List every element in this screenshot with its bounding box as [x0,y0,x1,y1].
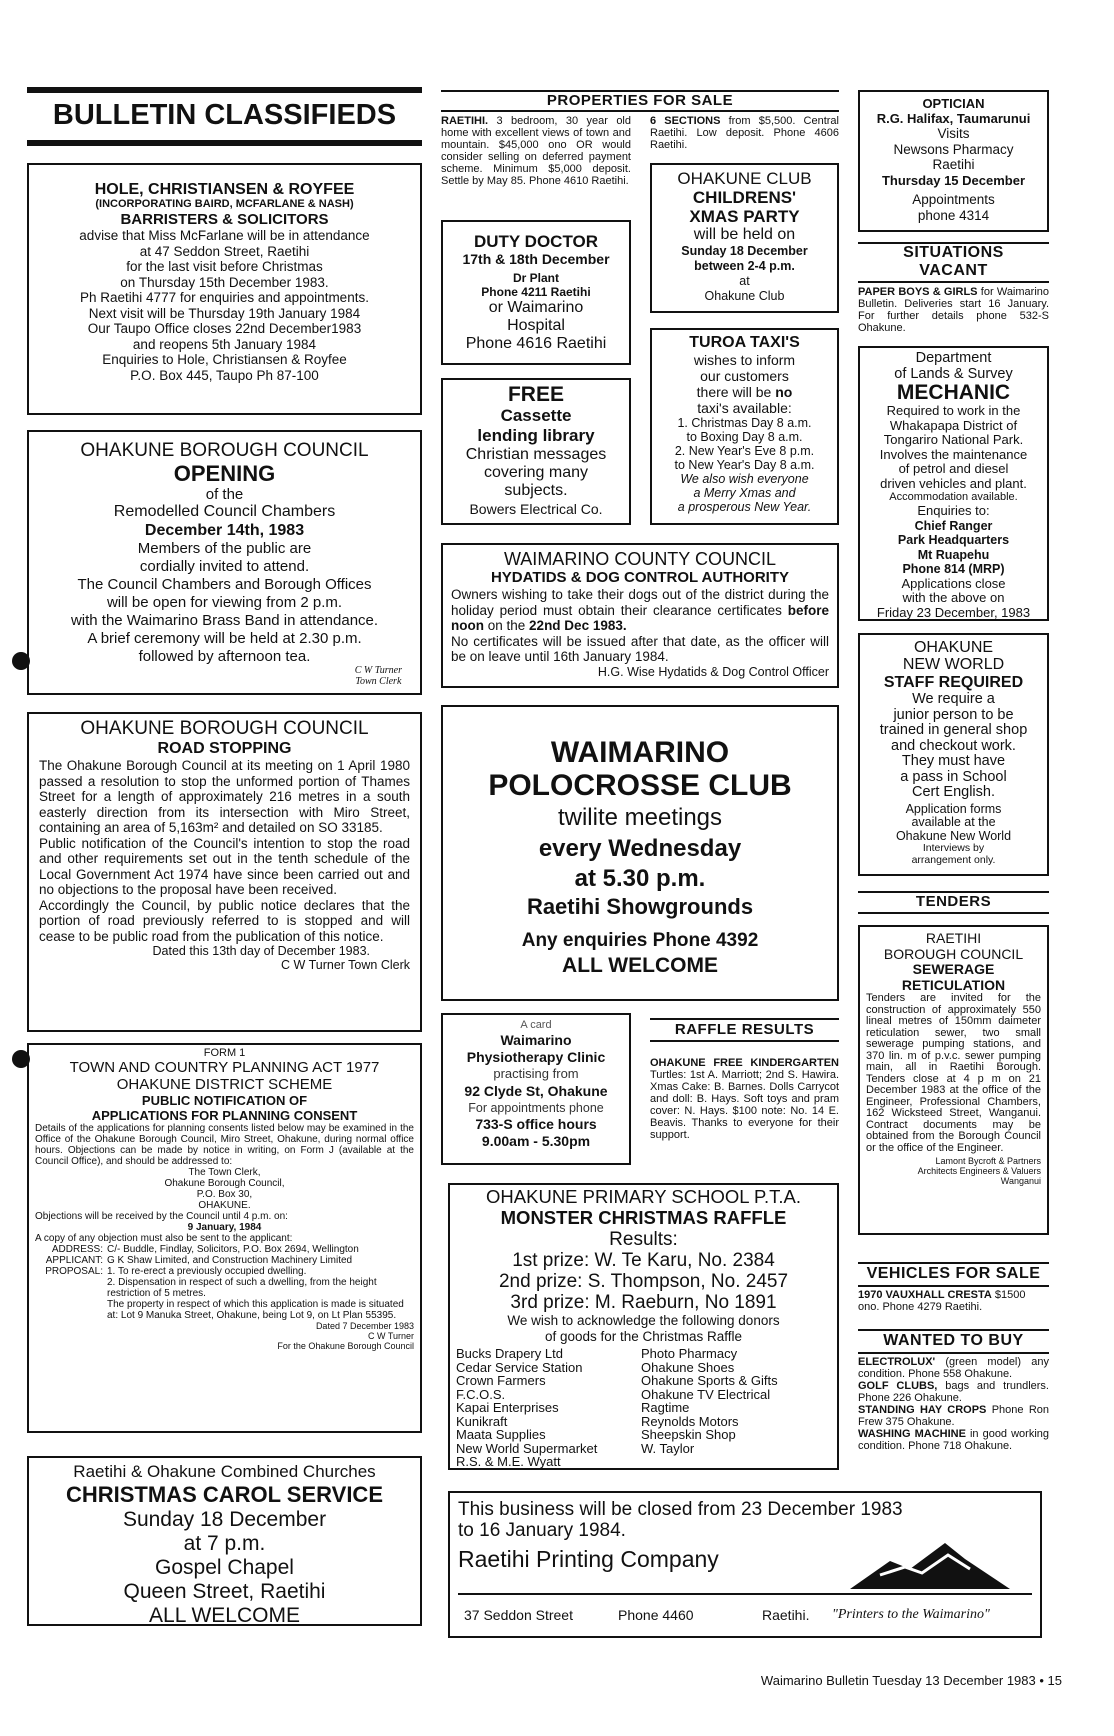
polo-line: Raetihi Showgrounds [526,894,754,919]
carol-churches: Raetihi & Ohakune Combined Churches [73,1462,376,1481]
carol-line: Queen Street, Raetihi [123,1580,326,1603]
physio-phone: 733-S office hours [475,1116,597,1132]
mechanic-dept: Department [915,350,992,366]
taxi-title: TUROA TAXI'S [689,334,800,351]
pta-donor: R.S. & M.E. Wyatt [456,1454,561,1469]
vehicles-text: $1500 ono. Phone 4279 Raetihi. [858,1289,1026,1313]
properties-header: PROPERTIES FOR SALE [546,92,734,109]
wanted-header: WANTED TO BUY [883,1332,1024,1349]
pta-donor: New World Supermarket [456,1440,598,1456]
mechanic-close: Applications close [901,575,1006,591]
optician-visits: Visits [937,126,970,141]
taxi-line: our customers [700,368,789,384]
cassette-line: covering many [483,464,589,481]
pta-donor: Reynolds Motors [641,1413,739,1429]
opening-of-the: of the [205,486,244,503]
tenders-firm: Architects Engineers & Valuers [917,1166,1041,1176]
road-council: OHAKUNE BOROUGH COUNCIL [80,718,369,739]
taxi-wish: a prosperous New Year. [677,500,812,514]
tenders-line: RAETIHI [925,930,982,946]
mountain-logo [850,1539,1010,1591]
printing-slogan: "Printers to the Waimarino" [832,1607,990,1622]
duty-or: or Waimarino [488,299,584,316]
printing-company: Raetihi Printing Company [458,1546,719,1572]
newworld-text: We require a [912,691,995,707]
planning-scheme: OHAKUNE DISTRICT SCHEME [116,1076,333,1093]
printing-address: 37 Seddon Street [464,1607,573,1623]
situations-text: for Waimarino Bulletin. Deliveries start 16 January. For further details phone 532-S Ohakune. [858,286,1050,334]
vehicles-rule [858,1285,1049,1287]
hole-line: at 47 Seddon Street, Raetihi [139,243,310,259]
club-date: Sunday 18 December [681,244,808,258]
planning-act: TOWN AND COUNTRY PLANNING ACT 1977 [69,1059,380,1076]
opening-council: OHAKUNE BOROUGH COUNCIL [80,440,369,461]
planning-copy: A copy of any objection must also be sent to the applicant: [35,1233,293,1244]
hole-line: Next visit will be Thursday 19th January 1984 [88,305,361,321]
hole-line: Ph Raetihi 4777 for enquiries and appointments. [80,290,369,305]
duty-phone: Phone 4211 Raetihi [481,285,591,299]
pta-prize: 3rd prize: M. Raeburn, No 1891 [510,1292,777,1313]
cassette-library-ad [441,378,631,525]
pta-school: OHAKUNE PRIMARY SCHOOL P.T.A. [486,1186,801,1207]
polo-line: WAIMARINO [550,736,730,769]
pta-title: MONSTER CHRISTMAS RAFFLE [500,1207,787,1228]
physio-name: Physiotherapy Clinic [466,1049,606,1065]
newworld-forms: available at the [911,815,996,829]
road-title: ROAD STOPPING [157,740,292,757]
optician-date: Thursday 15 December [881,172,1026,188]
taxi-item: to Boxing Day 8 a.m. [686,430,803,444]
pta-donor: Maata Supplies [456,1427,546,1442]
taxi-wish: a Merry Xmas and [693,486,796,500]
taxi-item: 1. Christmas Day 8 a.m. [677,416,812,430]
childrens-party-ad [650,163,839,313]
newworld-line: OHAKUNE [913,639,994,656]
planning-objections: Objections will be received by the Council until 4 p.m. on: [35,1211,288,1222]
property-lead: RAETIHI. [441,115,489,127]
opening-sign-title: Town Clerk [355,676,402,687]
optician-name: R.G. Halifax, Taumarunui [876,111,1031,126]
newworld-text: Cert English. [911,784,995,800]
newworld-title: STAFF REQUIRED [883,674,1024,691]
optician-ad [858,90,1049,232]
planning-for: For the Ohakune Borough Council [277,1341,414,1351]
tenders-text: Tenders are invited for the construction of approximately 550 lineal metres of 150mm daimeter reticulation sewer, two small sewerage pumping stations, and 370 lin. m of p.v.c. sewer pumping main, all in Raetihi Borough. Tenders close at 4 p m on 21 December 1983 at the office of the Engineer, Professional Chambers, 162 Wicksteed Street, Wanganui. Contract documents may be obtained from the Borough Council or the office of the Engineer. [866,992,1041,1154]
opening-date: December 14th, 1983 [144,522,305,539]
printing-divider [458,1593,1032,1595]
tenders-line: RETICULATION [901,976,1006,993]
tenders-ad [858,925,1049,1235]
hole-line: Our Taupo Office closes 22nd December1983 [87,321,362,336]
newworld-text: trained in general shop [879,722,1028,738]
opening-line: The Council Chambers and Borough Offices [77,576,372,593]
firm-profession: BARRISTERS & SOLICITORS [120,211,329,228]
physio-address: 92 Clyde St, Ohakune [464,1083,608,1099]
cassette-title: lending library [477,426,595,445]
hydatids-text: Owners wishing to take their dogs out of the district during the holiday period must obtain their clearance certificates [451,587,829,618]
page-title: BULLETIN CLASSIFIEDS [52,99,397,131]
pta-ack: We wish to acknowledge the following donors [507,1313,780,1328]
taxi-line: wishes to inform [693,352,796,368]
polo-line: every Wednesday [538,835,742,862]
physio-clinic-ad [441,1013,631,1165]
firm-incorporating: (INCORPORATING BAIRD, MCFARLANE & NASH) [95,198,354,210]
optician-appts: Appointments [912,191,995,207]
wanted-listings [858,1356,1049,1452]
physio-name: Waimarino [500,1032,572,1048]
raffle-text: Turtles: 1st A. Marriott; 2nd S. Hawira. Xmas Cake: B. Barnes. Dolls Carrycot and doll: B. Hays. Soft toys and pram cover: N. Hays. $100 note: No. 14 E. Beavis. Thanks to everyone for their support. [650,1069,839,1141]
taxi-item: 2. New Year's Eve 8 p.m. [674,444,815,458]
pta-donor: Ohakune TV Electrical [641,1386,771,1402]
carol-line: at 7 p.m. [183,1532,266,1555]
physio-appt: For appointments phone [468,1101,604,1115]
planning-notice: PUBLIC NOTIFICATION OF [141,1093,308,1108]
planning-address-line: OHAKUNE. [198,1200,251,1211]
situations-rule [858,281,1049,283]
situations-lead: PAPER BOYS & GIRLS [858,286,978,298]
pta-prize: 2nd prize: S. Thompson, No. 2457 [498,1271,789,1292]
polo-line: twilite meetings [557,804,723,831]
newworld-text: They must have [901,753,1006,769]
planning-applicant-value: G K Shaw Limited, and Construction Machinery Limited [107,1255,353,1266]
raffle-kindergarten [650,1057,839,1141]
mechanic-dept: of Lands & Survey [894,366,1013,382]
raffle-rule [650,1018,839,1020]
pta-donor: F.C.O.S. [456,1386,506,1402]
taxi-no: no [775,384,793,400]
hole-line: Enquiries to Hole, Christiansen & Royfee [102,352,347,367]
opening-line: cordially invited to attend. [139,558,310,575]
hole-line: and reopens 5th January 1984 [132,336,317,352]
header-rule-bottom [27,140,422,146]
planning-consent-ad [27,1043,422,1433]
newworld-forms: Application forms [905,801,1002,816]
firm-name: HOLE, CHRISTIANSEN & ROYFEE [94,181,355,198]
mechanic-line: Required to work in the [886,403,1021,418]
planning-proposal-item: 2. Dispensation in respect of such a dwelling, from the height restriction of 5 metres. [107,1277,377,1299]
punch-hole-mark [12,652,30,670]
taxi-available: taxi's available: [697,400,792,416]
vehicles-listing [858,1289,1049,1313]
planning-proposal-item: 1. To re-erect a previously occupied dwelling. [107,1266,307,1277]
planning-address-label: ADDRESS: [51,1244,103,1255]
newworld-text: junior person to be [893,706,1014,723]
club-name: OHAKUNE CLUB [677,169,812,188]
tenders-line: SEWERAGE [912,961,995,977]
carol-line: Sunday 18 December [122,1508,327,1531]
property-text: 3 bedroom, 30 year old home with excellent views of town and mountain. $45,000 ono OR would consider selling on deferred payment scheme. Minimum $5,000 deposit. Settle by May 85. Phone 4610 Raetihi. [441,115,631,187]
wanted-text: (green model) any condition. Phone 558 Ohakune. [858,1356,1049,1380]
mechanic-ranger: Chief Ranger [914,518,993,533]
physio-practising: practising from [493,1066,579,1081]
situations-header: SITUATIONS [903,244,1004,261]
raffle-rule [650,1040,839,1042]
hydatids-text: on the [484,618,530,633]
road-para: Accordingly the Council, by public notice declares that the portion of road previously referred to is stopped and will cease to be public road from the publication of this notice. [39,897,410,944]
duty-dates: 17th & 18th December [462,251,610,267]
duty-hospital: Hospital [507,317,565,334]
mechanic-line: Involves the maintenance [879,446,1028,462]
newworld-text: and checkout work. [891,737,1016,754]
mechanic-close: with the above on [902,590,1005,605]
property-raetihi [441,115,631,187]
wanted-text: Phone Ron Frew 375 Ohakune. [858,1404,1049,1428]
newworld-text: a pass in School [900,768,1007,785]
planning-address-line: Ohakune Borough Council, [164,1178,285,1189]
planning-proposal-label: PROPOSAL: [45,1266,103,1277]
newworld-forms: Ohakune New World [895,828,1012,843]
planning-details: Details of the applications for planning consents listed below may be examined in the Office of the Ohakune Borough Council, Miro Street, Ohakune, during normal office hours. Objections can be made by notice in writing, on Form J (available at the Council Office), and should be addressed to: [35,1123,414,1167]
printing-phone: Phone 4460 [618,1607,694,1623]
duty-title: DUTY DOCTOR [473,232,599,251]
polo-line: ALL WELCOME [562,954,718,977]
wanted-rule [858,1352,1049,1354]
planning-form: FORM 1 [203,1047,246,1059]
punch-hole-mark [12,1050,30,1068]
mechanic-enquiries: Enquiries to: [917,503,990,518]
polo-line: Any enquiries Phone 4392 [521,930,759,951]
cassette-line: subjects. [504,482,568,499]
road-sign: C W Turner Town Clerk [281,958,410,972]
raffle-header: RAFFLE RESULTS [674,1021,815,1038]
planning-notice: APPLICATIONS FOR PLANNING CONSENT [91,1108,358,1123]
hole-christiansen-ad [27,163,422,415]
opening-line: will be open for viewing from 2 p.m. [106,594,343,611]
planning-objection-date: 9 January, 1984 [187,1222,262,1233]
council-opening-ad [27,430,422,695]
opening-line: with the Waimarino Brass Band in attendance. [70,612,379,629]
tenders-firm: Wanganui [1000,1176,1041,1186]
taxi-line: there will be [696,384,772,400]
pta-donor: Ohakune Sports & Gifts [641,1373,778,1388]
pta-raffle-ad [448,1183,839,1470]
wanted-text: bags and trundlers. Phone 226 Ohakune. [858,1380,1049,1404]
mechanic-ad [858,346,1049,621]
taxi-item: to New Year's Day 8 a.m. [674,458,815,472]
club-venue: Ohakune Club [704,289,785,303]
situations-paper-boys [858,286,1049,334]
opening-line: Members of the public are [137,540,312,557]
mechanic-hq: Park Headquarters [897,533,1010,547]
tenders-line: BOROUGH COUNCIL [883,945,1024,962]
pta-donor: Cedar Service Station [456,1359,583,1375]
opening-subject: Remodelled Council Chambers [113,503,336,520]
wanted-lead: GOLF CLUBS, [858,1380,938,1392]
hole-line: on Thursday 15th December 1983. [120,274,329,290]
cassette-line: Christian messages [465,446,607,463]
mechanic-title: MECHANIC [896,381,1011,404]
newworld-line: NEW WORLD [902,656,1005,673]
mechanic-close: Friday 23 December, 1983 [876,604,1031,620]
mechanic-mt: Mt Ruapehu [917,547,990,562]
situations-header: VACANT [919,262,988,279]
physio-hours: 9.00am - 5.30pm [481,1133,591,1149]
page-footer: Waimarino Bulletin Tuesday 13 December 1983 • 15 [760,1673,1062,1688]
hydatids-sign: H.G. Wise Hydatids & Dog Control Officer [597,664,829,679]
opening-title: OPENING [173,461,276,486]
vehicles-header: VEHICLES FOR SALE [866,1265,1041,1282]
optician-pharmacy: Newsons Pharmacy [893,141,1014,157]
mechanic-line: driven vehicles and plant. [880,475,1027,491]
wanted-lead: ELECTROLUX' [858,1356,936,1368]
opening-line: followed by afternoon tea. [138,648,311,665]
newworld-interviews: Interviews by [922,842,985,854]
planning-sign: C W Turner [367,1331,414,1341]
opening-sign-name: C W Turner [354,665,402,676]
pta-donor: Kapai Enterprises [456,1400,559,1415]
cassette-shop: Bowers Electrical Co. [469,501,603,517]
cassette-title: Cassette [500,406,572,425]
hydatids-bold: before noon [451,602,829,633]
printing-town: Raetihi. [762,1607,810,1623]
polo-line: at 5.30 p.m. [574,865,706,892]
hole-line: advise that Miss McFarlane will be in attendance [79,228,370,243]
wanted-lead: WASHING MACHINE [858,1428,966,1440]
property-sections [650,115,839,151]
mechanic-accom: Accommodation available. [889,491,1018,503]
pta-prize: 1st prize: W. Te Karu, No. 2384 [512,1250,775,1271]
header-rule-top [27,87,422,93]
physio-card: A card [520,1019,552,1031]
optician-title: OPTICIAN [922,96,985,111]
pta-donor: Crown Farmers [456,1373,546,1388]
planning-property: The property in respect of which this application is made is situated at: Lot 9 Manuka Street, Ohakune, being Lot 9, on Lt Plan 55395. [107,1299,404,1321]
newworld-interviews: arrangement only. [911,853,996,866]
planning-address-value: C/- Buddle, Findlay, Solicitors, P.O. Box 2694, Wellington [107,1244,359,1255]
polocrosse-ad [441,705,839,1001]
duty-hospital-phone: Phone 4616 Raetihi [465,335,607,352]
pta-donor: Bucks Drapery Ltd [456,1346,563,1361]
vehicles-lead: 1970 VAUXHALL CRESTA [858,1289,992,1301]
optician-town: Raetihi [932,157,975,172]
club-title: XMAS PARTY [689,207,800,226]
hydatids-council: WAIMARINO COUNTY COUNCIL [503,549,776,569]
mechanic-line: Whakapapa District of [889,417,1018,433]
new-world-ad [858,633,1049,876]
tenders-header: TENDERS [915,893,992,910]
opening-line: A brief ceremony will be held at 2.30 p.m. [87,630,362,647]
hole-line: for the last visit before Christmas [126,259,323,274]
pta-donor: Ohakune Shoes [641,1359,735,1375]
road-para: Public notification of the Council's intention to stop the road and other requirements set out in the tenth schedule of the Local Government Act 1974 have since been carried out and no objections to the proposal have been received. [39,835,410,897]
mechanic-line: of petrol and diesel [898,461,1009,476]
hydatids-ad [441,543,839,688]
carol-service-ad [27,1456,422,1626]
planning-address-line: P.O. Box 30, [196,1189,253,1200]
planning-address-line: The Town Clerk, [188,1167,261,1178]
road-para: The Ohakune Borough Council at its meeting on 1 April 1980 passed a resolution to stop the unformed portion of Thames Street for a length of approximately 216 metres in a south easterly direction from its intersection with Miro Street, containing an area of 5,163m² and detailed on SO 33185. [39,758,410,835]
pta-donor: Ragtime [641,1400,690,1415]
raetihi-printing-ad [448,1491,1042,1638]
property-lead: 6 SECTIONS [650,115,721,127]
raffle-lead: OHAKUNE FREE KINDERGARTEN [650,1057,839,1069]
planning-dated: Dated 7 December 1983 [315,1321,414,1331]
optician-phone: phone 4314 [917,207,990,223]
club-held: will be held on [693,226,796,243]
pta-donor: Kunikraft [456,1413,508,1429]
turoa-taxi-ad [650,328,839,525]
polo-line: POLOCROSSE CLUB [488,769,792,802]
tenders-rule [858,912,1049,914]
hydatids-text: No certificates will be issued after that date, as the officer will be on leave until 16th January 1984. [451,633,829,664]
wanted-text: in good working condition. Phone 718 Ohakune. [858,1428,1049,1452]
club-time: between 2-4 p.m. [694,259,795,273]
hydatids-title: HYDATIDS & DOG CONTROL AUTHORITY [490,569,790,586]
hydatids-bold: 22nd Dec 1983. [529,618,627,633]
club-title: CHILDRENS' [692,188,797,207]
duty-doctor-ad [441,220,631,365]
hole-line: P.O. Box 445, Taupo Ph 87-100 [130,367,319,383]
road-dated: Dated this 13th day of December 1983. [152,944,370,958]
printing-notice: to 16 January 1984. [458,1520,626,1541]
carol-title: CHRISTMAS CAROL SERVICE [65,1482,383,1507]
pta-results: Results: [609,1229,678,1250]
wanted-lead: STANDING HAY CROPS [858,1404,987,1416]
club-at: at [739,274,750,288]
printing-notice: This business will be closed from 23 December 1983 [458,1499,903,1520]
taxi-wish: We also wish everyone [680,472,809,486]
pta-donor: Sheepskin Shop [641,1427,736,1442]
properties-rule [441,110,839,112]
duty-doctor-name: Dr Plant [512,271,559,285]
pta-donor: Photo Pharmacy [641,1346,738,1361]
mechanic-phone: Phone 814 (MRP) [902,562,1005,576]
pta-donor: W. Taylor [641,1440,695,1456]
mechanic-line: Tongariro National Park. [883,432,1024,447]
cassette-free: FREE [507,383,564,406]
planning-applicant-label: APPLICANT: [45,1255,103,1266]
property-text: from $5,500. Central Raetihi. Low deposit. Phone 4606 Raetihi. [650,115,839,151]
carol-line: ALL WELCOME [149,1604,300,1626]
pta-ack: of goods for the Christmas Raffle [544,1329,743,1344]
carol-line: Gospel Chapel [155,1556,294,1579]
road-stopping-ad [27,712,422,1032]
tenders-firm: Lamont Bycroft & Partners [935,1156,1041,1166]
